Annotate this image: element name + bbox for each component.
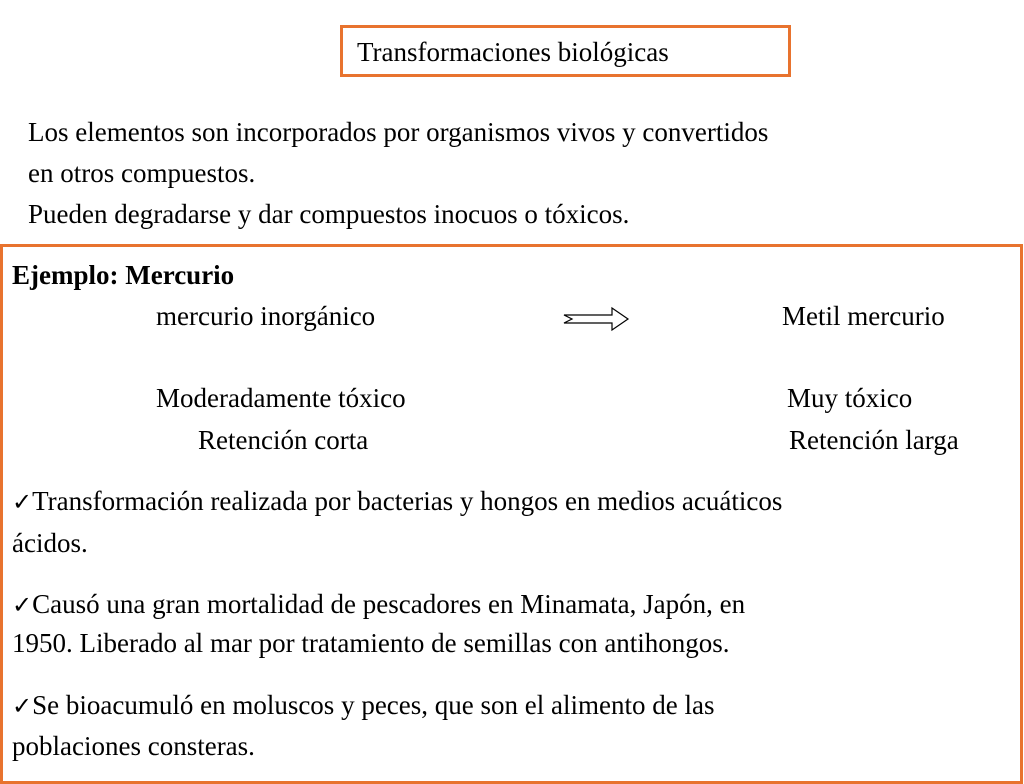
bullet-1-line-1 [12,488,782,515]
intro-line-3: Pueden degradarse y dar compuestos inocuos o tóxicos. [28,199,630,229]
bullet-1-text-1: Transformación realizada por bacterias y hongos en medios acuáticos [32,486,783,516]
methyl-mercury-label: Metil mercurio [782,301,945,331]
bullet-2-line-1 [12,591,745,618]
bullet-2-line-2: 1950. Liberado al mar por tratamiento de semillas con antihongos. [12,628,730,658]
intro-line-2: en otros compuestos. [28,158,256,188]
moderate-toxicity-label: Moderadamente tóxico [156,383,406,413]
slide-title: Transformaciones biológicas [357,37,669,67]
short-retention-label: Retención corta [198,425,369,455]
intro-paragraph [28,112,768,235]
bullet-1-line-2: ácidos. [12,528,88,558]
intro-line-1: Los elementos son incorporados por organismos vivos y convertidos [28,117,769,147]
check-mark-icon: ✓ [12,591,33,619]
check-mark-icon: ✓ [12,488,33,516]
right-arrow-icon [560,306,632,332]
example-heading: Ejemplo: Mercurio [12,260,235,290]
long-retention-label: Retención larga [789,425,959,455]
high-toxicity-label: Muy tóxico [787,383,913,413]
check-mark-icon: ✓ [12,692,33,720]
bullet-3-line-2: poblaciones consteras. [12,731,255,761]
inorganic-mercury-label: mercurio inorgánico [156,301,376,331]
bullet-3-line-1 [12,692,714,719]
title-box [340,25,791,77]
bullet-3-text-1: Se bioacumuló en moluscos y peces, que son el alimento de las [32,690,715,720]
bullet-2-text-1: Causó una gran mortalidad de pescadores en Minamata, Japón, en [32,589,746,619]
